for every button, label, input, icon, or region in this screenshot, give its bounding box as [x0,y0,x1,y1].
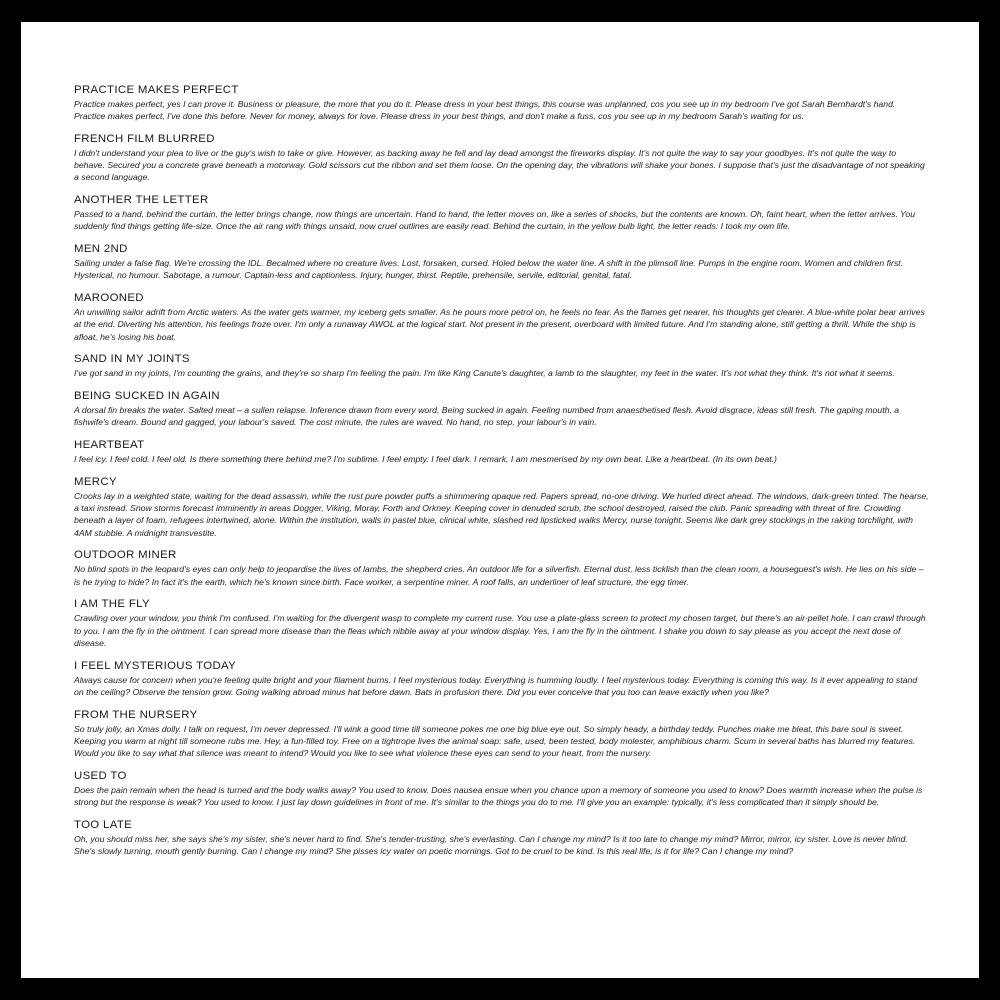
song-block [74,476,929,539]
song-lyrics: Passed to a hand, behind the curtain, the letter brings change, now things are uncertain. Hand to hand, the letter moves on, like a series of shocks, but the contents are known. Oh, faint heart, when the letter arrives. You suddenly find things getting life-size. Once the air rang with things unsaid, now cruel outlines are easily read. Behind the curtain, in the yellow bulb light, the letter reads: I took my own life. [74,209,916,232]
song-title: USED TO [74,769,127,782]
song-block [74,84,929,122]
lyric-sheet-page [21,22,979,978]
song-title: PRACTICE MAKES PERFECT [74,84,239,96]
song-title: MEN 2ND [74,243,128,256]
song-block [74,353,929,379]
song-lyrics: Always cause for concern when you're feeling quite bright and your filament burns. I feel mysterious today. Everything is humming loudly. I feel mysterious today. Everything is coming this way. Is it ever appealing to stand on the ceiling? Observe the tension grow. Going walking abroad minus hat before dawn. Bats in profusion there. Did you ever conceive that you too can leave exactly when you like? [74,674,918,697]
song-lyrics: Crawling over your window, you think I'm confused. I'm waiting for the divergent wasp to complete my current ruse. You use a plate-glass screen to protect my chosen target, but there's an air-pellet hole. I can crawl through to you. I am the fly in the ointment. I can spread more disease than the fleas which nibble away at your window display. Yes, I am the fly in the ointment. I shake you down to say please as you accept the next dose of disease. [74,613,926,648]
song-lyrics: Does the pain remain when the head is turned and the body walks away? You used to know. Does nausea ensue when you chance upon a memory of someone you used to know? Does warmth increase when the pulse is strong but the response is weak? You used to know. I just lay down guidelines in front of me. It's similar to the things you do to me. I'll give you an example: typically, it's less complicated than it simply should be. [74,784,923,808]
song-lyrics: So truly jolly, an Xmas dolly. I talk on request, I'm never depressed. I'll wink a good time till someone pokes me one big blue eye out. So simply heady, a birthday teddy. Punches make me bleat, this bare soul is sweet. Keeping you warm at night till someone rubs me. Hey, a fun-filled toy. Free on a tightrope lives the animal soap: safe, used, been tested, body molester, amphibious charm. Scum in several baths has blurred my features. Would you like to say what that silence was meant to intend? Would you like to see what violence these eyes can send to your heart, from the nursery. [74,723,916,759]
song-block [74,243,929,281]
song-block [74,390,929,428]
song-title: OUTDOOR MINER [74,549,177,562]
song-block [74,439,929,465]
song-lyrics: Practice makes perfect, yes I can prove it. Business or pleasure, the more that you do it. Please dress in your best things, this course was unplanned, cos you see up in my bedroom I've got Sarah Bernhardt's hand. Practice makes perfect, I've done this before. Never for money, always for love. Please dress in your best things, and don't make a fuss, cos you see up in my bedroom Sarah's waiting for us. [74,99,896,122]
song-title: MAROONED [74,292,144,305]
song-lyrics: A dorsal fin breaks the water. Salted meat – a sullen relapse. Inference drawn from every word. Being sucked in again. Feeling numbed from anaesthetised flesh. Avoid disgrace, ideas still fresh. The gaping mouth, a fishwife's dream. Bound and gagged, your labour's saved. The cost minute, the rules are waved. No hand, no step, your labour's in vain. [74,405,900,428]
song-lyrics: No blind spots in the leopard's eyes can only help to jeopardise the lives of lambs, the shepherd cries. An outdoor life for a silverfish. Eternal dust, less ticklish than the clean room, a houseguest's wish. He lies on his side – is he trying to hide? In fact it's the earth, which he's known since birth. Face worker, a serpentine miner. A roof falls, an underliner of leaf structure, the egg timer. [74,564,924,587]
song-block [74,660,929,698]
song-block [74,819,929,857]
song-title: I AM THE FLY [74,598,150,611]
song-lyrics: Crooks lay in a weighted state, waiting for the dead assassin, while the rust pure powder puffs a shimmering opaque red. Papers spread, no-one driving. We hurled direct ahead. The windows, dark-green tinted. The hearse, a taxi instead. Snow storms forecast imminently in areas Dogger, Viking, Moray, Forth and Orkney. Keeping cover in denuded scrub, the school destroyed, raised the club. Panic spreading with threat of fire. Crowding beneath a layer of foam, refugees intertwined, alone. Within the institution, walls in pastel blue, clinical white, slashed red lipsticked walks Mercy, nurse tonight. Seems like dark grey stockings in the raking torchlight, with 4AM stubble. A midnight transvestite. [74,491,929,538]
lyrics-column [74,84,929,868]
song-block [74,549,929,587]
song-title: MERCY [74,476,117,488]
song-lyrics: I feel icy. I feel cold. I feel old. Is there something there behind me? I'm sublime. I feel empty. I feel dark. I remark, I am mesmerised by my own beat. Like a heartbeat. (In its own beat.) [74,454,777,465]
song-title: ANOTHER THE LETTER [74,194,209,207]
song-block [74,598,929,649]
song-title: HEARTBEAT [74,439,145,452]
song-block [74,292,929,343]
song-title: BEING SUCKED IN AGAIN [74,390,220,403]
song-title: SAND IN MY JOINTS [74,353,190,366]
song-title: I FEEL MYSTERIOUS TODAY [74,659,237,672]
song-title: TOO LATE [74,818,133,831]
song-lyrics: Sailing under a false flag. We're crossing the IDL. Becalmed where no creature lives. Lost, forsaken, cursed. Holed below the water line. A shift in the plimsoll line. Pumps in the engine room. Women and children first. Hysterical, no humour. Sabotage, a rumour. Captain-less and captionless. Injury, hunger, thirst. Reptile, prehensile, servile, editorial, genital, fatal. [74,258,903,281]
song-lyrics: I didn't understand your plea to live or the guy's wish to take or give. However, as backing away he fell and lay dead amongst the fireworks display. It's not quite the way to say your goodbyes. It's not quite the way to behave. Secured you a concrete grave beneath a motorway. Gold scissors cut the ribbon and set them loose. On the opening day, the vibrations will shake your bones. I suppose that's just the disadvantage of not speaking a second language. [74,148,925,183]
song-block [74,709,929,760]
song-title: FROM THE NURSERY [74,708,198,721]
song-lyrics: An unwilling sailor adrift from Arctic waters. As the water gets warmer, my iceberg gets smaller. As he pours more petrol on, he feels no fear. As the flames get nearer, his thoughts get clearer. A blue-white polar bear arrives at the end. Diverting his attention, his feelings froze over. I'm only a runaway AWOL at the logical start. Not present in the present, overboard with limited future. And I'm standing alone, still getting a thrill. While the ship is afloat, he's losing his boat. [74,307,925,342]
song-lyrics: Oh, you should miss her, she says she's my sister, she's never hard to find. She's tender-trusting, she's everlasting. Can I change my mind? Is it too late to change my mind? Mirror, mirror, icy sister. Love is never blind. She's slowly turning, mouth gently burning. Can I change my mind? She pisses icy water on poetic mornings. Got to be cruel to be kind. Is this real life, is it for life? Can I change my mind? [74,833,908,857]
song-block [74,133,929,184]
song-block [74,770,929,808]
song-lyrics: I've got sand in my joints, I'm counting the grains, and they're so sharp I'm feeling the pain. I'm like King Canute's daughter, a lamb to the slaughter, my feet in the water. It's not what they think. It's not what it seems. [74,368,895,379]
song-title: FRENCH FILM BLURRED [74,133,215,145]
song-block [74,194,929,232]
